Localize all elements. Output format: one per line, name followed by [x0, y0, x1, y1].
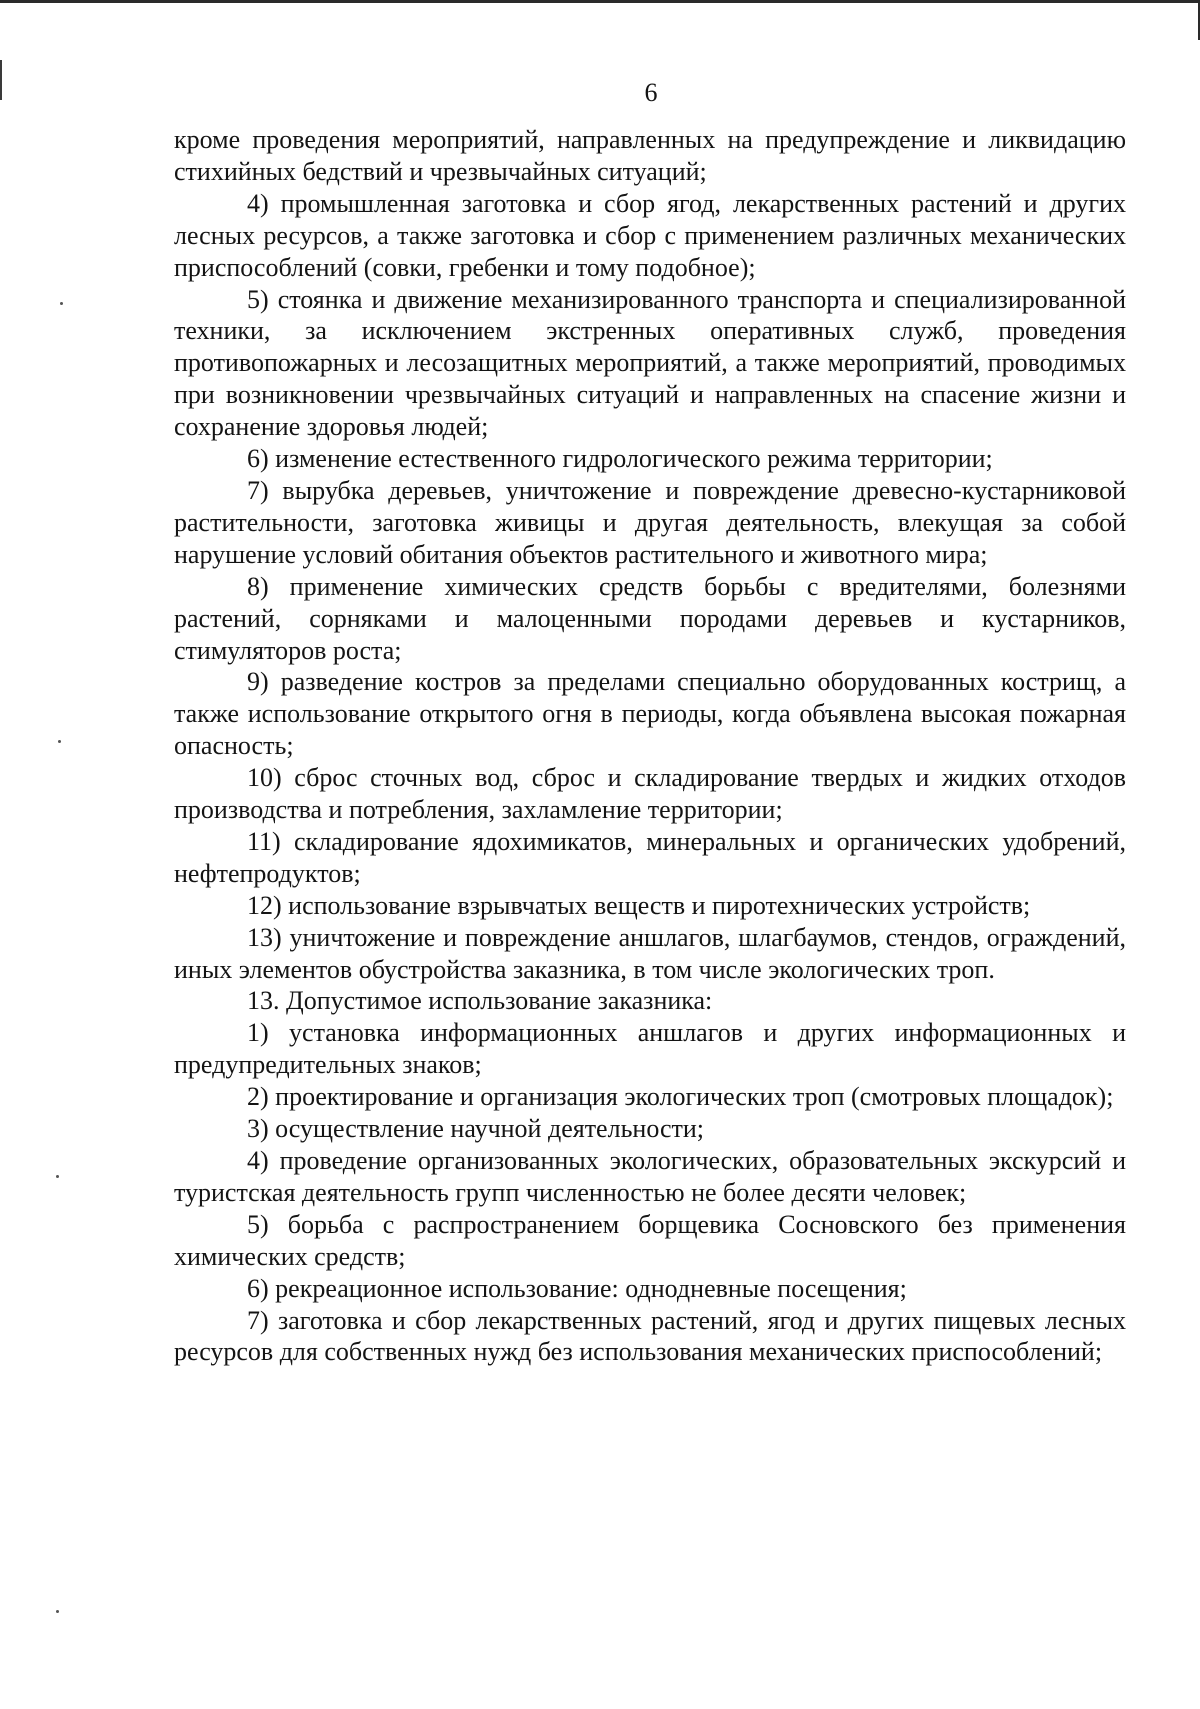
section-heading: 13. Допустимое использование заказника:: [247, 986, 713, 1016]
paragraph-item: 13) уничтожение и повреждение аншлагов, шлагбаумов, стендов, ограждений, иных элементов обустройства заказника, в том числе экологических троп.: [174, 922, 1126, 984]
paragraph-item: 6) изменение естественного гидрологического режима территории;: [247, 444, 993, 474]
paragraph-item: 4) промышленная заготовка и сбор ягод, лекарственных растений и других лесных ресурсов, а также заготовка и сбор с применением различных механических приспособлений (совки, гребенки и тому подобное);: [174, 188, 1126, 282]
paragraph-item: 11) складирование ядохимикатов, минеральных и органических удобрений, нефтепродуктов;: [174, 826, 1126, 888]
paragraph-item: 10) сброс сточных вод, сброс и складирование твердых и жидких отходов производства и потребления, захламление территории;: [174, 763, 1126, 825]
paragraph-item: 1) установка информационных аншлагов и других информационных и предупредительных знаков;: [174, 1018, 1126, 1080]
scan-speck: [60, 302, 63, 305]
scan-speck: [58, 740, 61, 743]
paragraph-item: 4) проведение организованных экологических, образовательных экскурсий и туристская деятельность групп численностью не более десяти человек;: [174, 1146, 1126, 1207]
paragraph-item: 8) применение химических средств борьбы с вредителями, болезнями растений, сорняками и малоценными породами деревьев и кустарников, стимуляторов роста;: [174, 571, 1126, 665]
scan-speck: [56, 1175, 59, 1178]
paragraph-item: 3) осуществление научной деятельности;: [247, 1114, 705, 1144]
paragraph-item: 9) разведение костров за пределами специально оборудованных кострищ, а также использование открытого огня в периоды, когда объявлена высокая пожарная опасность;: [174, 667, 1126, 761]
paragraph-item: 7) вырубка деревьев, уничтожение и повреждение древесно-кустарниковой растительности, заготовка живицы и другая деятельность, влекущая за собой нарушение условий обитания объектов растительного и животного мира;: [174, 475, 1126, 569]
scan-speck: [56, 1610, 59, 1613]
scan-top-border: [0, 0, 1200, 3]
paragraph-item: 7) заготовка и сбор лекарственных растений, ягод и других пищевых лесных ресурсов для собственных нужд без использования механических приспособлений;: [174, 1305, 1126, 1367]
page-number: 6: [644, 78, 658, 107]
paragraph-continuation: кроме проведения мероприятий, направленных на предупреждение и ликвидацию стихийных бедствий и чрезвычайных ситуаций;: [174, 125, 1126, 186]
document-body: [174, 124, 1126, 1368]
paragraph-item: 5) стоянка и движение механизированного транспорта и специализированной техники, за исключением экстренных оперативных служб, проведения противопожарных и лесозащитных мероприятий, а также мероприятий, проводимых при возникновении чрезвычайных ситуаций и направленных на спасение жизни и сохранение здоровья людей;: [174, 284, 1126, 442]
paragraph-item: 12) использование взрывчатых веществ и пиротехнических устройств;: [247, 890, 1031, 920]
paragraph-item: 2) проектирование и организация экологических троп (смотровых площадок);: [247, 1082, 1114, 1112]
paragraph-item: 6) рекреационное использование: однодневные посещения;: [247, 1273, 907, 1303]
paragraph-item: 5) борьба с распространением борщевика Сосновского без применения химических средств;: [174, 1209, 1126, 1271]
